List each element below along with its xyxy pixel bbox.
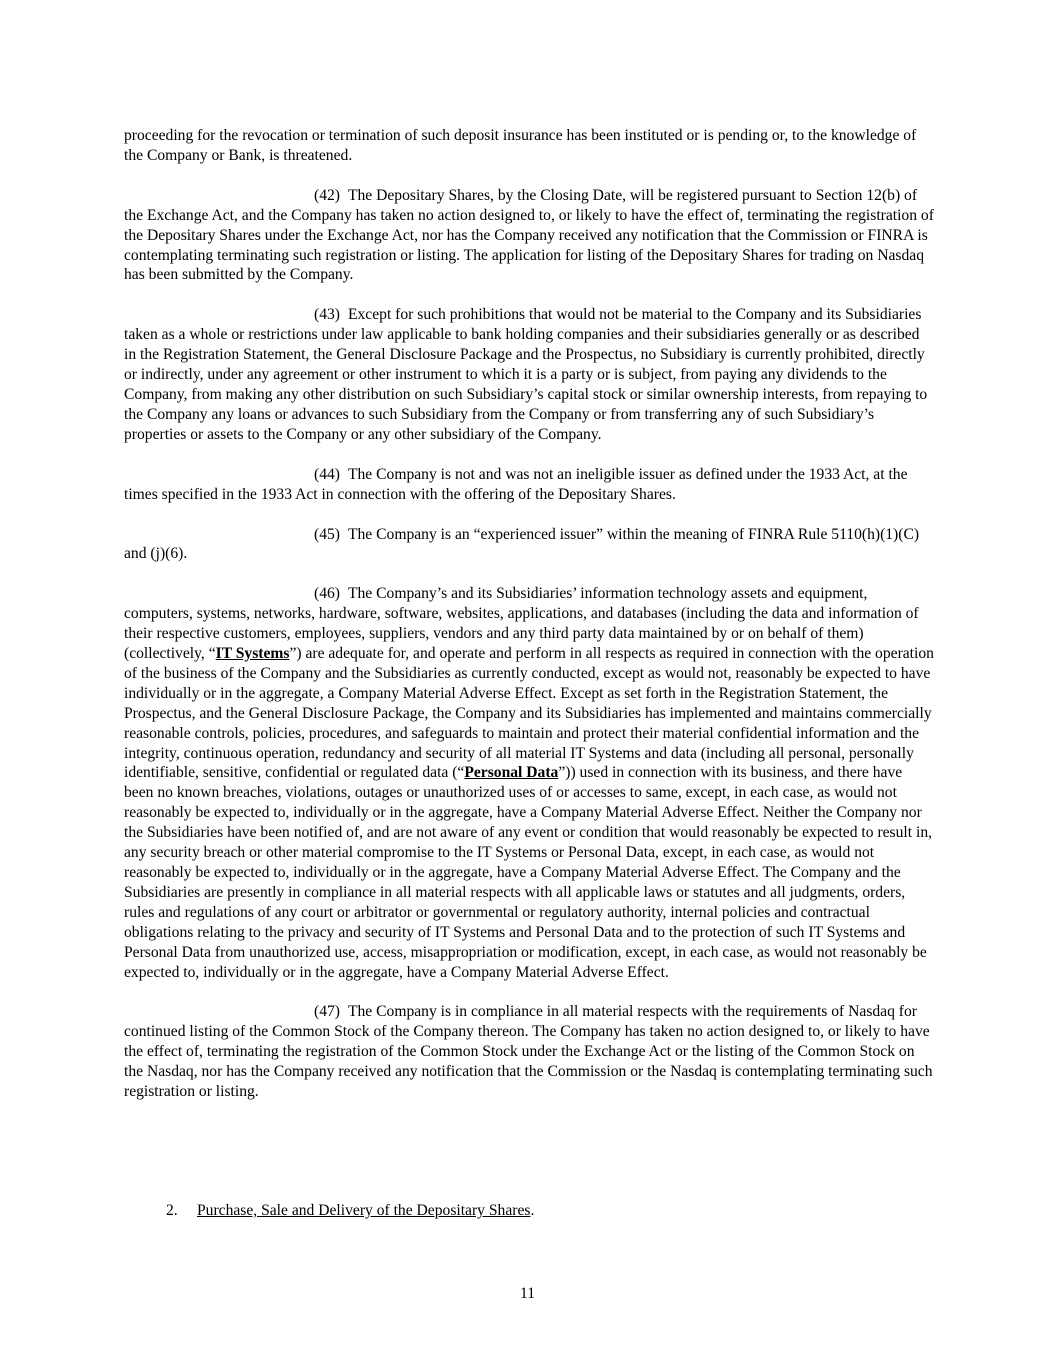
section-title: Purchase, Sale and Delivery of the Depositary Shares	[197, 1202, 531, 1219]
paragraph-44-number: (44)	[314, 465, 340, 483]
paragraph-44-text: The Company is not and was not an ineligible issuer as defined under the 1933 Act, at the times specified in the 1933 Act in connection with the offering of the Depositary Shares.	[124, 465, 908, 503]
page-number: 11	[519, 1285, 535, 1302]
paragraph-46-text-a: The Company’s and its Subsidiaries’ information technology assets and equipment, computers, systems, networks, hardware, software, websites, applications, and databases (including the data and information of their respective customers, employees, suppliers, vendors and any third party data maintained by or on behalf of them) (collectively, “	[124, 585, 919, 663]
paragraph-44	[124, 465, 934, 505]
paragraph-45	[124, 525, 934, 565]
paragraph-46-text-c: ”)) used in connection with its business, and there have been no known breaches, violations, outages or unauthorized uses of or accesses to same, except, in each case, as would not reasonably be expected to, individually or in the aggregate, have a Company Material Adverse Effect. Neither the Company nor the Subsidiaries have been notified of, and are not aware of any event or condition that would reasonably be expected to result in, any security breach or other material compromise to the IT Systems or Personal Data, except, in each case, as would not reasonably be expected to, individually or in the aggregate, have a Company Material Adverse Effect. The Company and the Subsidiaries are presently in compliance in all material respects with all applicable laws or statutes and all judgments, orders, rules and regulations of any court or arbitrator or governmental or regulatory authority, internal policies and contractual obligations relating to the privacy and security of IT Systems and Personal Data and to the protection of such IT Systems and Personal Data from unauthorized use, access, misappropriation or modification, except, in each case, as would not reasonably be expected to, individually or in the aggregate, have a Company Material Adverse Effect.	[124, 764, 933, 981]
paragraph-41-text: proceeding for the revocation or termination of such deposit insurance has been instituted or is pending or, to the knowledge of the Company or Bank, is threatened.	[124, 127, 917, 164]
paragraph-43	[124, 305, 934, 444]
paragraph-42-number: (42)	[314, 186, 340, 204]
paragraph-47	[124, 1002, 934, 1102]
paragraph-46-text-b: ”) are adequate for, and operate and perform in all respects as required in connection with the operation of the business of the Company and the Subsidiaries as currently conducted, except as would not, reasonably be expected to have individually or in the aggregate, a Company Material Adverse Effect. Except as set forth in the Registration Statement, the Prospectus, and the General Disclosure Package, the Company and its Subsidiaries has implemented and maintains commercially reasonable controls, policies, procedures, and safeguards to maintain and protect their material confidential information and the integrity, continuous operation, redundancy and security of all material IT Systems and data (including all personal, personally identifiable, sensitive, confidential or regulated data (“	[124, 645, 934, 782]
paragraph-45-number: (45)	[314, 525, 340, 543]
defined-term-personal-data: Personal Data	[464, 764, 559, 782]
section-title-period: .	[530, 1202, 535, 1219]
paragraph-46	[124, 584, 934, 982]
paragraph-47-text: The Company is in compliance in all material respects with the requirements of Nasdaq for continued listing of the Common Stock of the Company thereon. The Company has taken no action designed to, or likely to have the effect of, terminating the registration of the Common Stock under the Exchange Act or the listing of the Common Stock on the Nasdaq, nor has the Company received any notification that the Commission or the Nasdaq is contemplating terminating such registration or listing.	[124, 1003, 933, 1101]
paragraph-42	[124, 186, 934, 286]
document-body	[124, 126, 934, 1122]
paragraph-43-number: (43)	[314, 306, 340, 324]
section-number: 2.	[166, 1202, 178, 1219]
paragraph-43-text: Except for such prohibitions that would not be material to the Company and its Subsidiaries taken as a whole or restrictions under law applicable to bank holding companies and their subsidiaries generally or as described in the Registration Statement, the General Disclosure Package and the Prospectus, no Subsidiary is currently prohibited, directly or indirectly, under any agreement or other instrument to which it is a party or is subject, from paying any dividends to the Company, from making any other distribution on such Subsidiary’s capital stock or similar ownership interests, from repaying to the Company any loans or advances to such Subsidiary from the Company or from transferring any of such Subsidiary’s properties or assets to the Company or any other subsidiary of the Company.	[124, 306, 928, 443]
paragraph-45-text: The Company is an “experienced issuer” within the meaning of FINRA Rule 5110(h)(1)(C) and (j)(6).	[124, 525, 920, 563]
paragraph-41-continuation	[124, 126, 934, 166]
defined-term-it-systems: IT Systems	[215, 645, 290, 663]
section-heading	[166, 1201, 534, 1221]
paragraph-47-number: (47)	[314, 1003, 340, 1021]
paragraph-46-number: (46)	[314, 585, 340, 603]
paragraph-42-text: The Depositary Shares, by the Closing Date, will be registered pursuant to Section 12(b) of the Exchange Act, and the Company has taken no action designed to, or likely to have the effect of, terminating the registration of the Depositary Shares under the Exchange Act, nor has the Company received any notification that the Commission or FINRA is contemplating terminating such registration or listing. The application for listing of the Depositary Shares for trading on Nasdaq has been submitted by the Company.	[124, 186, 934, 284]
